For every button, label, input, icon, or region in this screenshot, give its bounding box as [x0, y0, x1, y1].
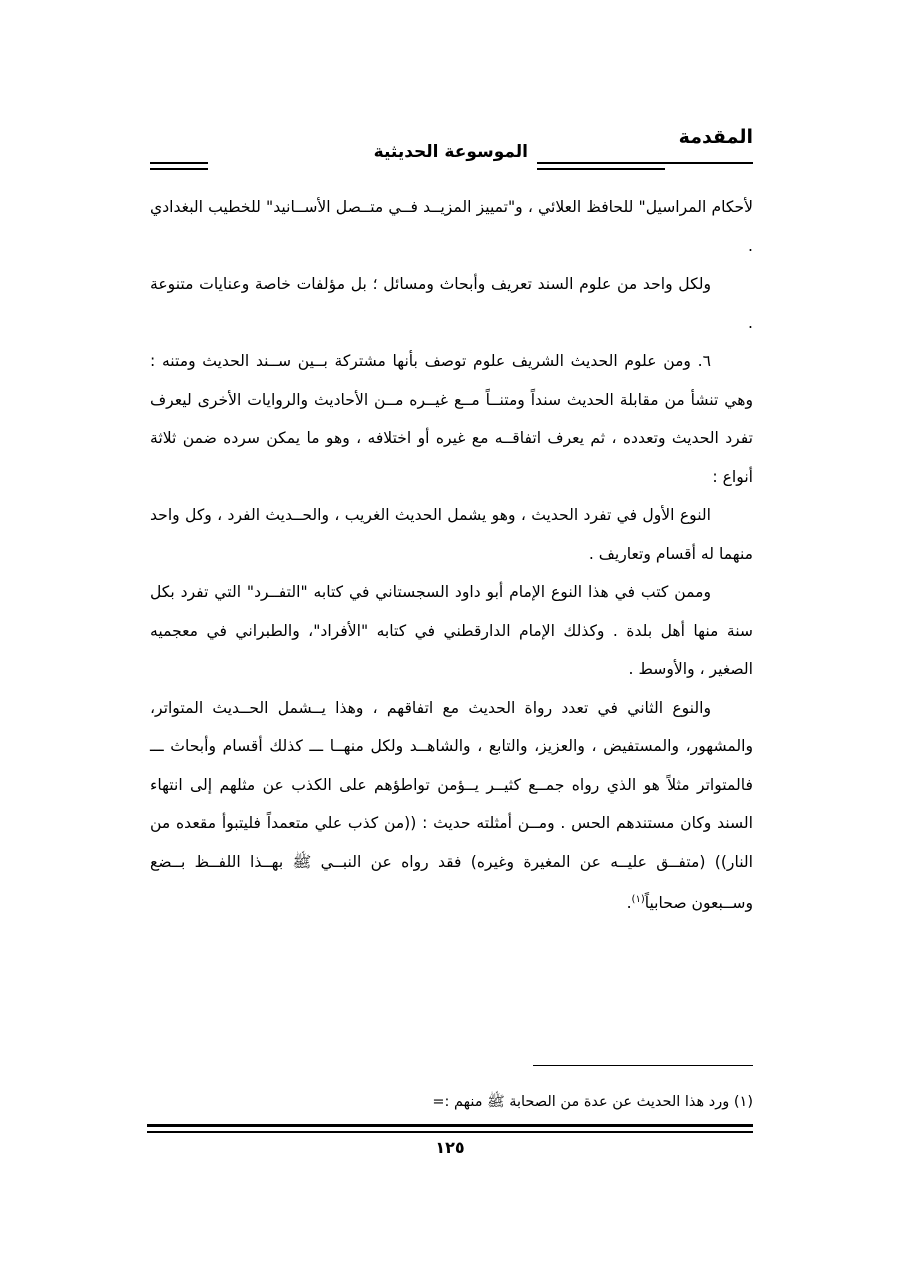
paragraph: وممن كتب في هذا النوع الإمام أبو داود السجستاني في كتابه "التفــرد" التي تفرد بكل سنة منها أهل بلدة . وكذلك الإمام الدارقطني في كتابه "الأفراد"، والطبراني في معجميه الصغير ، والأوسط .	[150, 583, 753, 678]
paragraph-with-footnote	[150, 689, 753, 923]
paragraph-end-period: .	[626, 894, 632, 913]
main-text	[150, 188, 753, 923]
section-title: المقدمة	[678, 126, 753, 148]
footnote-reference[interactable]: (١)	[631, 894, 645, 905]
header-rule-left-lower	[150, 168, 208, 170]
bottom-rule-thick	[147, 1124, 753, 1127]
header-rule-left	[150, 162, 208, 164]
footnote: (١) ورد هذا الحديث عن عدة من الصحابة ﷺ منهم :=	[432, 1094, 753, 1110]
footnote-separator	[533, 1065, 753, 1066]
paragraph: النوع الأول في تفرد الحديث ، وهو يشمل الحديث الغريب ، والحــديث الفرد ، وكل واحد منهما له أقسام وتعاريف .	[150, 506, 753, 563]
paragraph: ولكل واحد من علوم السند تعريف وأبحاث ومسائل ؛ بل مؤلفات خاصة وعنايات متنوعة .	[150, 275, 753, 332]
page-number: ١٢٥	[435, 1138, 465, 1157]
paragraph: ٦. ومن علوم الحديث الشريف علوم توصف بأنها مشتركة بــين ســند الحديث ومتنه : وهي تنشأ من مقابلة الحديث سنداً ومتنــاً مــع غيــره مــن الأحاديث والروايات الأخرى ليعرف تفرد الحديث وتعدده ، ثم يعرف اتفاقــه مع غيره أو اختلافه ، وهو ما يمكن سرده ضمن ثلاثة أنواع :	[150, 352, 753, 486]
bottom-rule-thin	[147, 1131, 753, 1133]
running-header	[150, 118, 753, 174]
book-title: الموسوعة الحديثية	[373, 142, 528, 162]
paragraph-text: والنوع الثاني في تعدد رواة الحديث مع اتفاقهم ، وهذا يــشمل الحــديث المتواتر، والمشهور، والمستفيض ، والعزيز، والتابع ، والشاهــد ولكل منهــا ـــ كذلك أقسام وأبحاث ـــ فالمتواتر مثلاً هو الذي رواه جمــع كثيــر يــؤمن تواطؤهم على الكذب عن مثلهم إلى انتهاء السند وكان مستندهم الحس . ومــن أمثلته حديث : ((من كذب علي متعمداً فليتبوأ مقعده من النار)) (متفــق عليــه عن المغيرة وغيره) فقد رواه عن النبــي ﷺ بهــذا اللفــظ بــضع وســبعون صحابياً	[150, 698, 753, 913]
paragraph: لأحكام المراسيل" للحافظ العلائي ، و"تمييز المزيــد فــي متــصل الأســانيد" للخطيب البغدادي .	[150, 198, 753, 255]
header-rule-right	[537, 162, 753, 164]
header-rule-right-lower	[537, 168, 665, 170]
